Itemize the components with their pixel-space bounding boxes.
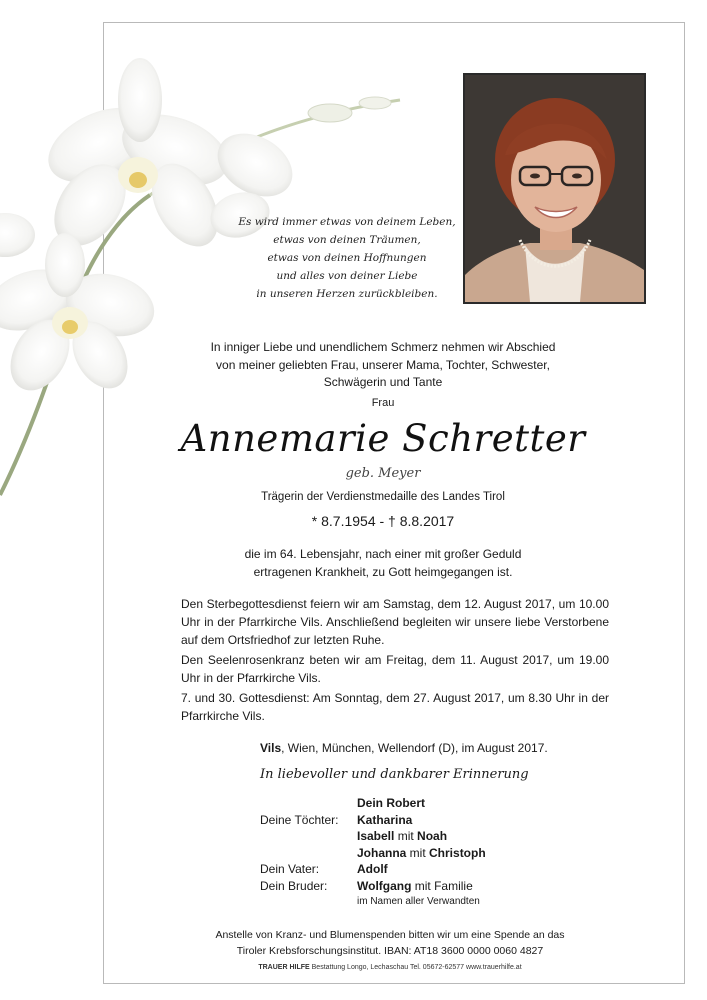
donation-text [180,927,600,959]
poem-line: und alles von deiner Liebe [276,270,418,282]
donation-line: Tiroler Krebsforschungsinstitut. IBAN: AT18 3600 0000 0060 4827 [236,945,544,957]
brother [357,878,473,895]
deceased-name: Annemarie Schretter [180,417,586,460]
daughter-3-name: Johanna [357,845,407,860]
father [357,861,388,878]
birth-name: geb. Meyer [345,466,421,481]
poem [232,213,462,303]
donation-line: Anstelle von Kranz- und Blumenspenden bitten wir um eine Spende an das [215,929,565,941]
with-text: mit [406,845,430,860]
poem-line: etwas von deinen Hoffnungen [267,252,427,264]
intro-line: In inniger Liebe und unendlichem Schmerz nehmen wir Abschied [210,340,556,354]
with-text: mit [394,829,418,843]
father-name: Adolf [357,862,388,876]
brother-with-family: mit Familie [411,878,473,893]
daughter-2 [357,828,447,845]
poem-line: etwas von deinen Träumen, [273,234,421,246]
place-bold: Vils [260,741,282,755]
father-label: Dein Vater: [260,862,320,876]
rosary-text: Den Seelenrosenkranz beten wir am Freitag, dem 11. August 2017, um 19.00 Uhr in der Pfarrkirche Vils. [181,653,609,685]
portrait-photo [463,73,646,304]
poem-line: in unseren Herzen zurückbleiben. [256,288,438,300]
salutation: Frau [371,397,395,409]
intro-line: von meiner geliebten Frau, unserer Mama, Tochter, Schwester, [216,357,550,372]
daughter-3-partner: Christoph [429,845,486,860]
footer-imprint [180,964,600,971]
intro-text [180,339,586,392]
husband-label: Dein Robert [357,796,426,810]
place-date-line [260,741,548,755]
honor-text: Trägerin der Verdienstmedaille des Landes Tirol [261,491,505,503]
age-line: die im 64. Lebensjahr, nach einer mit großer Geduld [244,547,522,561]
remembrance-line: In liebevoller und dankbarer Erinnerung [260,767,529,782]
daughter-3 [357,845,486,862]
daughter-1-name: Katharina [357,812,413,827]
daughters-label: Deine Töchter: [260,812,339,827]
husband-name [357,795,425,812]
life-dates: * 8.7.1954 - † 8.8.2017 [311,513,455,529]
poem-line: Es wird immer etwas von deinem Leben, [238,216,456,228]
memorial-mass-text: 7. und 30. Gottesdienst: Am Sonntag, dem 27. August 2017, um 8.30 Uhr in der Pfarrkirche Vils. [181,691,609,723]
place-rest: , Wien, München, Wellendorf (D), im August 2017. [281,741,548,755]
brother-label: Dein Bruder: [260,878,328,893]
daughter-2-name: Isabell [357,829,395,843]
brother-name: Wolfgang [357,878,412,893]
funeral-service-text: Den Sterbegottesdienst feiern wir am Samstag, dem 12. August 2017, um 10.00 Uhr in der Pfarrkirche Vils. Anschließend begleiten wir unsere liebe Verstorbene auf dem Ortsfriedhof zur letzten Ruhe. [181,597,609,647]
portrait-image [465,75,644,302]
age-text [180,545,586,581]
daughter-2-partner: Noah [417,829,448,843]
footer-text: Bestattung Longo, Lechaschau Tel. 05672-62577 www.trauerhilfe.at [309,964,522,971]
footer-brand: TRAUER HILFE [258,964,310,971]
intro-line: Schwägerin und Tante [323,375,443,389]
relatives-text: im Namen aller Verwandten [357,896,480,907]
age-line: ertragenen Krankheit, zu Gott heimgegangen ist. [253,565,513,579]
daughter-1 [357,812,412,829]
